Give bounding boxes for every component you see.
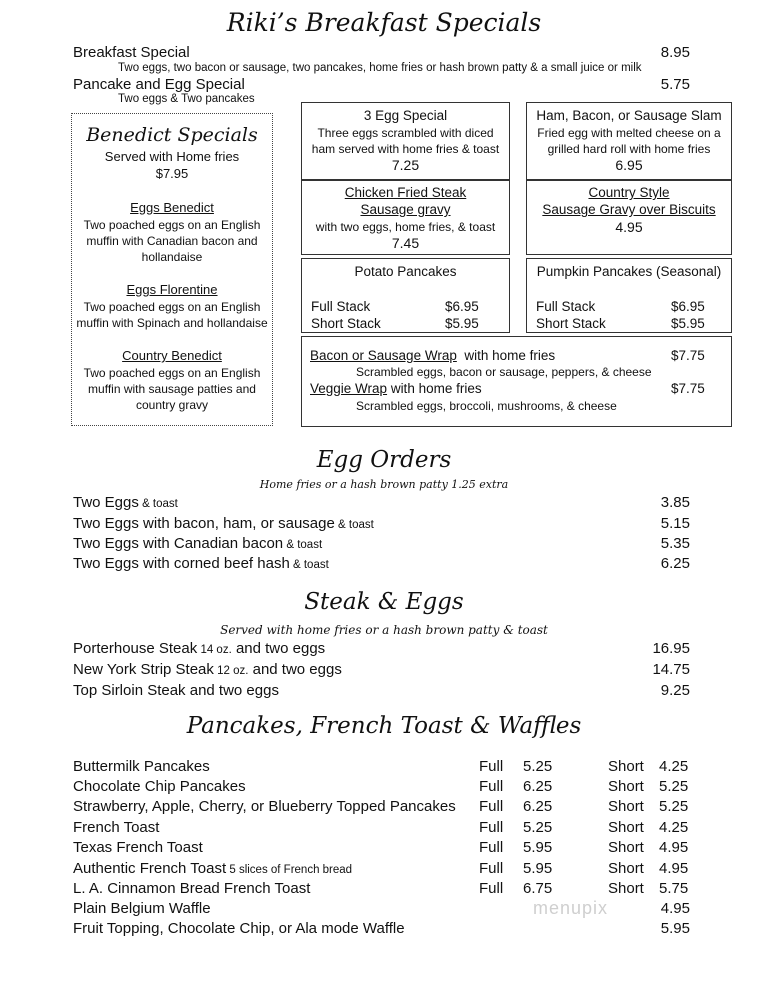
- menu-item: Two Eggs with corned beef hash & toast: [73, 555, 329, 572]
- benedict-title: Benedict Specials: [86, 124, 258, 146]
- benedict-item-desc: Two poached eggs on an English: [83, 218, 261, 232]
- country-style-box: [526, 180, 732, 255]
- menu-item-price: 6.25: [660, 555, 690, 572]
- pancake-egg-special-name: Pancake and Egg Special: [73, 76, 245, 93]
- menu-item: French Toast: [73, 819, 160, 836]
- menu-item-price: 4.95: [660, 900, 690, 917]
- chicken-fried-steak-box: [301, 180, 510, 255]
- menu-item: Plain Belgium Waffle: [73, 900, 211, 917]
- pancake-egg-special-price: 5.75: [660, 76, 690, 93]
- menu-item-price: 5.35: [660, 535, 690, 552]
- wrap-item-price: $7.75: [671, 348, 705, 363]
- potato-short-price: $5.95: [445, 316, 479, 331]
- pumpkin-name: Pumpkin Pancakes (Seasonal): [536, 264, 722, 279]
- wrap-item-name: Veggie Wrap with home fries: [310, 381, 482, 396]
- country-name: Country Style: [588, 185, 670, 200]
- benedict-item-desc: Two poached eggs on an English: [83, 300, 261, 314]
- full-label: Full: [479, 798, 504, 815]
- menu-item-price: 3.85: [660, 494, 690, 511]
- benedict-served: Served with Home fries: [104, 149, 240, 164]
- slam-name: Ham, Bacon, or Sausage Slam: [536, 108, 722, 123]
- full-label: Full: [479, 880, 504, 897]
- full-label: Full: [479, 839, 504, 856]
- wrap-item-name: Bacon or Sausage Wrap with home fries: [310, 348, 556, 363]
- chicken-desc: with two eggs, home fries, & toast: [315, 220, 496, 234]
- three-egg-desc: Three eggs scrambled with diced: [317, 126, 494, 140]
- potato-full-label: Full Stack: [311, 299, 371, 314]
- pumpkin-full-label: Full Stack: [536, 299, 596, 314]
- slam-desc: Fried egg with melted cheese on a: [537, 126, 721, 140]
- short-price: 4.25: [659, 758, 689, 775]
- menu-item: Authentic French Toast 5 slices of French bread: [73, 860, 353, 877]
- menu-item: Porterhouse Steak 14 oz. and two eggs: [73, 640, 326, 657]
- egg-orders-subtitle: Home fries or a hash brown patty 1.25 extra: [259, 478, 509, 491]
- menu-item: New York Strip Steak 12 oz. and two eggs: [73, 661, 342, 678]
- menu-item-price: 5.15: [660, 515, 690, 532]
- benedict-item-desc: muffin with Canadian bacon and: [86, 234, 258, 248]
- menu-item: Fruit Topping, Chocolate Chip, or Ala mode Waffle: [73, 920, 405, 937]
- menu-item: Chocolate Chip Pancakes: [73, 778, 246, 795]
- full-price: 5.25: [523, 819, 553, 836]
- short-price: 5.25: [659, 778, 689, 795]
- full-price: 5.25: [523, 758, 553, 775]
- full-label: Full: [479, 860, 504, 877]
- three-egg-name: 3 Egg Special: [363, 108, 448, 123]
- full-price: 6.25: [523, 778, 553, 795]
- menu-item-price: 5.95: [660, 920, 690, 937]
- three-egg-special-box: [301, 102, 510, 180]
- short-label: Short: [608, 798, 644, 815]
- wrap-item-price: $7.75: [671, 381, 705, 396]
- short-price: 5.25: [659, 798, 689, 815]
- slam-desc: grilled hard roll with home fries: [547, 142, 711, 156]
- pumpkin-short-price: $5.95: [671, 316, 705, 331]
- watermark: menupix: [533, 898, 609, 918]
- short-price: 5.75: [659, 880, 689, 897]
- short-label: Short: [608, 860, 644, 877]
- country-sub: Sausage Gravy over Biscuits: [542, 202, 716, 217]
- egg-orders-title: Egg Orders: [316, 447, 452, 473]
- potato-name: Potato Pancakes: [354, 264, 457, 279]
- potato-short-label: Short Stack: [311, 316, 381, 331]
- menu-item-price: 9.25: [660, 682, 690, 699]
- short-price: 4.95: [659, 839, 689, 856]
- full-price: 5.95: [523, 860, 553, 877]
- full-price: 6.75: [523, 880, 553, 897]
- potato-full-price: $6.95: [445, 299, 479, 314]
- benedict-item-desc: Two poached eggs on an English: [83, 366, 261, 380]
- steak-title: Steak & Eggs: [304, 589, 464, 615]
- benedict-price: $7.95: [155, 166, 189, 181]
- country-price: 4.95: [615, 219, 643, 235]
- breakfast-special-name: Breakfast Special: [73, 44, 190, 61]
- benedict-item-desc: country gravy: [135, 398, 209, 412]
- short-label: Short: [608, 880, 644, 897]
- full-label: Full: [479, 758, 504, 775]
- benedict-specials-box: [71, 113, 273, 426]
- menu-item: Two Eggs with Canadian bacon & toast: [73, 535, 323, 552]
- short-label: Short: [608, 839, 644, 856]
- benedict-item-name: Eggs Benedict: [130, 200, 214, 215]
- menu-item-price: 16.95: [652, 640, 690, 657]
- full-price: 5.95: [523, 839, 553, 856]
- full-label: Full: [479, 778, 504, 795]
- wrap-item-desc: Scrambled eggs, bacon or sausage, peppers, & cheese: [356, 365, 652, 379]
- menu-item: L. A. Cinnamon Bread French Toast: [73, 880, 311, 897]
- wrap-item-desc: Scrambled eggs, broccoli, mushrooms, & cheese: [356, 399, 617, 413]
- breakfast-special-price: 8.95: [660, 44, 690, 61]
- chicken-name: Chicken Fried Steak: [344, 185, 467, 200]
- short-label: Short: [608, 778, 644, 795]
- benedict-item-name: Eggs Florentine: [126, 282, 218, 297]
- pancakes-title: Pancakes, French Toast & Waffles: [186, 713, 582, 739]
- wraps-box: [301, 336, 732, 427]
- pumpkin-pancakes-box: [526, 258, 732, 333]
- pumpkin-short-label: Short Stack: [536, 316, 606, 331]
- three-egg-desc: ham served with home fries & toast: [311, 142, 500, 156]
- menu-item: Two Eggs with bacon, ham, or sausage & toast: [73, 515, 374, 532]
- menu-item: Top Sirloin Steak and two eggs: [73, 682, 279, 699]
- page-title: Riki’s Breakfast Specials: [226, 8, 542, 37]
- chicken-sub: Sausage gravy: [360, 202, 451, 217]
- short-price: 4.95: [659, 860, 689, 877]
- three-egg-price: 7.25: [391, 157, 420, 173]
- benedict-item-desc: muffin with Spinach and hollandaise: [76, 316, 268, 330]
- steak-subtitle: Served with home fries or a hash brown patty & toast: [220, 623, 548, 637]
- menu-item-price: 14.75: [652, 661, 690, 678]
- short-label: Short: [608, 819, 644, 836]
- slam-box: [526, 102, 732, 180]
- short-price: 4.25: [659, 819, 689, 836]
- chicken-price: 7.45: [391, 235, 420, 251]
- potato-pancakes-box: [301, 258, 510, 333]
- breakfast-special-desc: Two eggs, two bacon or sausage, two pancakes, home fries or hash brown patty & a small juice or milk: [118, 62, 642, 74]
- benedict-item-desc: muffin with sausage patties and: [88, 382, 256, 396]
- slam-price: 6.95: [615, 157, 643, 173]
- menu-item: Buttermilk Pancakes: [73, 758, 210, 775]
- menu-item: Two Eggs & toast: [73, 494, 178, 511]
- menu-item: Texas French Toast: [73, 839, 203, 856]
- full-label: Full: [479, 819, 504, 836]
- benedict-item-name: Country Benedict: [122, 348, 222, 363]
- benedict-item-desc: hollandaise: [141, 250, 203, 264]
- pumpkin-full-price: $6.95: [671, 299, 705, 314]
- short-label: Short: [608, 758, 644, 775]
- pancake-egg-special-desc: Two eggs & Two pancakes: [118, 93, 255, 105]
- full-price: 6.25: [523, 798, 553, 815]
- menu-item: Strawberry, Apple, Cherry, or Blueberry Topped Pancakes: [73, 798, 456, 815]
